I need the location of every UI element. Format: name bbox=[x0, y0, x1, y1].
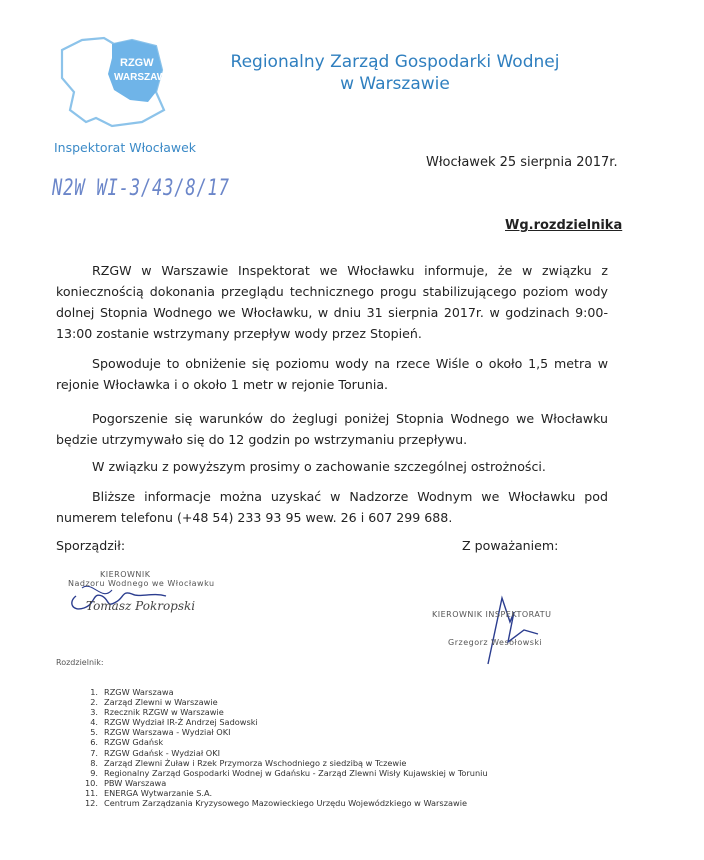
distribution-item-number: 4. bbox=[90, 717, 98, 728]
distribution-item bbox=[74, 737, 488, 747]
rzgw-logo bbox=[52, 30, 182, 130]
distribution-item-text: RZGW Warszawa bbox=[104, 687, 174, 697]
distribution-item bbox=[74, 717, 488, 727]
stamp-right-title: KIEROWNIK INSPEKTORATU bbox=[432, 610, 552, 619]
distribution-item-number: 9. bbox=[90, 767, 98, 778]
distribution-item-text: RZGW Gdańsk bbox=[104, 737, 164, 748]
stamp-left-title: KIEROWNIK bbox=[100, 570, 151, 579]
distribution-item-text: RZGW Warszawa - Wydział OKI bbox=[104, 727, 231, 738]
body-paragraph: Bliższe informacje można uzyskać w Nadzorze Wodnym we Włocławku pod numerem telefonu (+48 54) 233 93 95 wew. 26 i 607 299 688. bbox=[56, 489, 608, 525]
body-paragraph: Pogorszenie się warunków do żeglugi poniżej Stopnia Wodnego we Włocławku będzie utrzymywało się do 12 godzin po wstrzymaniu przepływu. bbox=[56, 411, 608, 447]
distribution-item-text: RZGW Gdańsk - Wydział OKI bbox=[104, 747, 220, 758]
distribution-item-number: 8. bbox=[90, 757, 98, 768]
distribution-item-text: PBW Warszawa bbox=[104, 777, 167, 788]
prepared-by-label: Sporządził: bbox=[56, 538, 126, 553]
distribution-item-number: 2. bbox=[90, 697, 98, 708]
department-name: Inspektorat Włocławek bbox=[54, 140, 197, 155]
reference-number: N2W WI-3/43/8/17 bbox=[52, 176, 230, 201]
distribution-item bbox=[74, 748, 488, 758]
body-paragraph: RZGW w Warszawie Inspektorat we Włocławku informuje, że w związku z koniecznością dokonania przeglądu technicznego progu stabilizującego poziom wody dolnej Stopnia Wodnego we Włocławku, w dniu 31 sierpnia 2017r. w godzinach 9:00-13:00 zostanie wstrzymany przepływ wody przez Stopień. bbox=[56, 263, 608, 341]
organization-city: w Warszawie bbox=[340, 74, 450, 94]
distribution-item-text: ENERGA Wytwarzanie S.A. bbox=[104, 787, 213, 798]
distribution-item-text: Centrum Zarządzania Kryzysowego Mazowieckiego Urzędu Wojewódzkiego w Warszawie bbox=[104, 798, 468, 809]
distribution-item-text: Rzecznik RZGW w Warszawie bbox=[104, 707, 224, 718]
distribution-item bbox=[74, 768, 488, 778]
body-paragraph: W związku z powyższym prosimy o zachowanie szczególnej ostrożności. bbox=[92, 459, 546, 474]
organization-name: Regionalny Zarząd Gospodarki Wodnej bbox=[230, 52, 560, 72]
signature-right bbox=[468, 594, 558, 666]
recipient-line: Wg.rozdzielnika bbox=[505, 218, 623, 233]
distribution-item-number: 7. bbox=[90, 747, 98, 758]
stamp-left-name: Tomasz Pokropski bbox=[86, 599, 196, 613]
distribution-item bbox=[74, 788, 488, 798]
distribution-title: Rozdzielnik: bbox=[56, 658, 104, 667]
distribution-item bbox=[74, 758, 488, 768]
distribution-item bbox=[74, 707, 488, 717]
distribution-item-text: Zarząd Zlewni w Warszawie bbox=[104, 697, 218, 708]
distribution-item bbox=[74, 687, 488, 697]
distribution-item-text: RZGW Wydział IR-Ż Andrzej Sadowski bbox=[104, 717, 258, 728]
regards-label: Z poważaniem: bbox=[462, 538, 559, 553]
distribution-item bbox=[74, 697, 488, 707]
place-date: Włocławek 25 sierpnia 2017r. bbox=[426, 155, 618, 170]
distribution-item-number: 3. bbox=[90, 707, 98, 718]
distribution-item-number: 6. bbox=[90, 737, 98, 748]
svg-text:RZGW: RZGW bbox=[120, 57, 154, 69]
distribution-list bbox=[74, 687, 488, 808]
distribution-item-text: Regionalny Zarząd Gospodarki Wodnej w Gdańsku - Zarząd Zlewni Wisły Kujawskiej w Toruniu bbox=[104, 767, 488, 778]
stamp-left-subtitle: Nadzoru Wodnego we Włocławku bbox=[68, 579, 215, 588]
distribution-item bbox=[74, 798, 488, 808]
stamp-right-name: Grzegorz Wesołowski bbox=[448, 638, 543, 647]
distribution-item-number: 11. bbox=[84, 787, 98, 798]
distribution-item-number: 12. bbox=[84, 798, 98, 809]
distribution-item-text: Zarząd Zlewni Żuław i Rzek Przymorza Wschodniego z siedzibą w Tczewie bbox=[104, 757, 407, 768]
svg-text:WARSZAWA: WARSZAWA bbox=[114, 72, 173, 83]
distribution-item-number: 5. bbox=[90, 727, 98, 738]
distribution-item bbox=[74, 727, 488, 737]
distribution-item-number: 10. bbox=[84, 777, 98, 788]
body-paragraph: Spowoduje to obniżenie się poziomu wody na rzece Wiśle o około 1,5 metra w rejonie Włocławka i o około 1 metr w rejonie Torunia. bbox=[56, 356, 608, 392]
distribution-item bbox=[74, 778, 488, 788]
distribution-item-number: 1. bbox=[90, 687, 98, 697]
